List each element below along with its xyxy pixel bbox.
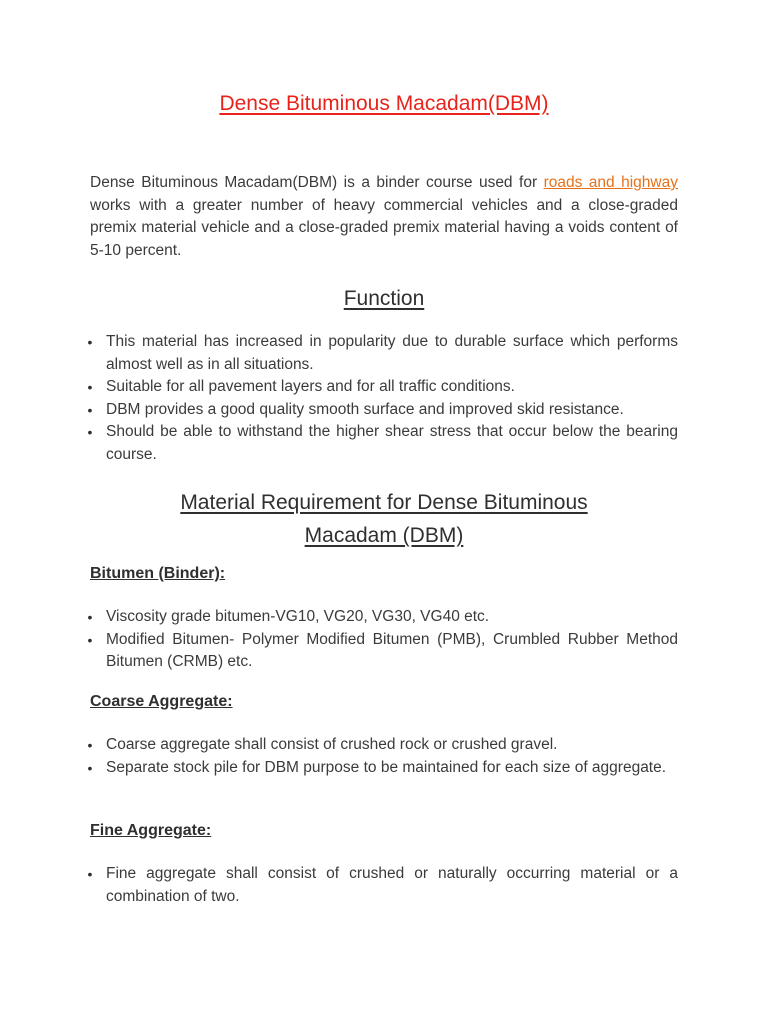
list-item [84, 757, 678, 780]
bullet-icon: • [87, 424, 93, 440]
list-item [84, 376, 678, 399]
function-heading: Function [343, 287, 425, 310]
list-item [84, 606, 678, 629]
fine-aggregate-heading: Fine Aggregate: [90, 822, 212, 839]
list-item [84, 629, 678, 674]
bullet-icon: • [87, 631, 93, 648]
list-item [84, 399, 678, 422]
bullet-icon: • [87, 401, 93, 418]
bullet-icon: • [87, 334, 93, 350]
fine-aggregate-list [84, 863, 678, 908]
list-item-text: This material has increased in popularity due to durable surface which performs almost well as in all situations. [106, 333, 678, 373]
list-item [84, 421, 678, 466]
list-item-text: Viscosity grade bitumen-VG10, VG20, VG30, VG40 etc. [106, 608, 490, 625]
list-item [84, 863, 678, 908]
bullet-icon: • [87, 759, 93, 776]
list-item [84, 331, 678, 376]
list-item-text: DBM provides a good quality smooth surface and improved skid resistance. [106, 400, 624, 418]
list-item-text: Modified Bitumen- Polymer Modified Bitumen (PMB), Crumbled Rubber Method Bitumen (CRMB) etc. [106, 630, 678, 670]
list-item-text: Coarse aggregate shall consist of crushed rock or crushed gravel. [106, 736, 558, 753]
list-item-text: Should be able to withstand the higher shear stress that occur below the bearing course. [106, 423, 678, 463]
bullet-icon: • [87, 379, 93, 395]
intro-paragraph [90, 172, 678, 262]
list-item-text: Fine aggregate shall consist of crushed or naturally occurring material or a combination of two. [106, 865, 678, 905]
function-list [84, 331, 678, 466]
bullet-icon: • [87, 737, 93, 753]
list-item-text: Suitable for all pavement layers and for all traffic conditions. [106, 378, 515, 395]
bullet-icon: • [87, 609, 93, 625]
intro-text-before: Dense Bituminous Macadam(DBM) is a binder course used for [90, 174, 544, 191]
material-requirement-heading: Material Requirement for Dense Bituminous Macadam (DBM) [180, 491, 588, 547]
list-item [84, 734, 678, 757]
list-item-text: Separate stock pile for DBM purpose to be maintained for each size of aggregate. [106, 758, 667, 776]
roads-and-highway-link[interactable]: roads and highway [543, 174, 678, 191]
coarse-aggregate-list [84, 734, 678, 779]
page-title: Dense Bituminous Macadam(DBM) [219, 92, 549, 115]
coarse-aggregate-heading: Coarse Aggregate: [90, 693, 233, 710]
bitumen-list [84, 606, 678, 674]
bitumen-heading: Bitumen (Binder): [90, 565, 226, 582]
bullet-icon: • [87, 866, 93, 882]
intro-text-after: works with a greater number of heavy commercial vehicles and a close-graded premix material vehicle and a close-graded premix material having a voids content of 5-10 percent. [90, 196, 678, 259]
